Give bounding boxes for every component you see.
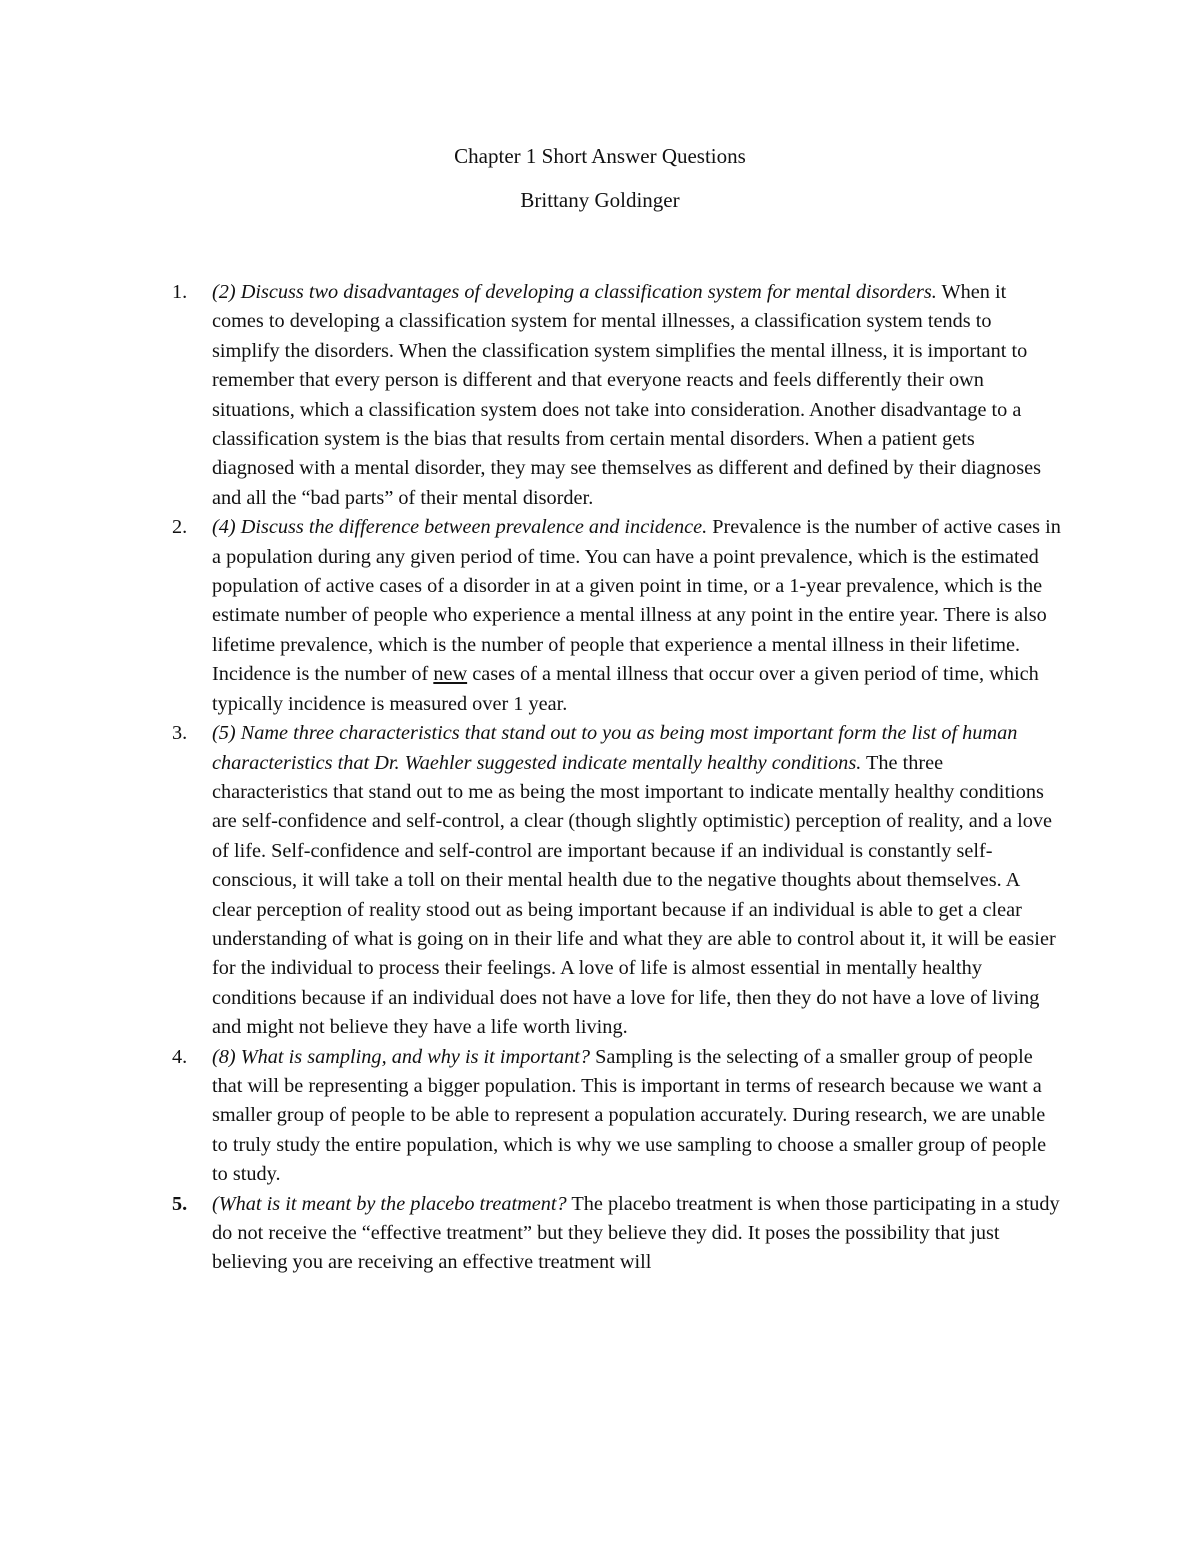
question-number: 5. (172, 1192, 188, 1215)
question-text: (What is it meant by the placebo treatment? (212, 1192, 567, 1215)
answer-text-continued: cases of a mental illness that occur over a given period of time, which typically incidence is measured over 1 year. (212, 663, 1039, 715)
question-item-3 (0, 719, 1062, 1042)
answer-text: Prevalence is the number of active cases in a population during any given period of time. You can have a point prevalence, which is the estimated population of active cases of a disorder in at a given point in time, or a 1-year prevalence, which is the estimate number of people who experience a mental illness at any point in the entire year. There is also lifetime prevalence, which is the number of people that experience a mental illness in their lifetime. Incidence is the number of (212, 516, 1061, 686)
question-item-2 (0, 513, 1062, 719)
question-number: 4. (172, 1045, 188, 1068)
question-item-5 (0, 1190, 1062, 1278)
question-text: (8) What is sampling, and why is it important? (212, 1045, 591, 1068)
answer-text: The placebo treatment is when those participating in a study do not receive the “effective treatment” but they believe they did. It poses the possibility that just believing you are receiving an effective treatment will (212, 1192, 1060, 1274)
question-item-4 (0, 1043, 1062, 1190)
question-item-1 (0, 278, 1062, 513)
question-text: (4) Discuss the difference between prevalence and incidence. (212, 516, 708, 539)
underlined-word: new (433, 663, 468, 686)
question-number: 3. (172, 722, 188, 745)
question-number: 1. (172, 281, 188, 303)
question-number: 2. (172, 516, 188, 539)
answer-text: Sampling is the selecting of a smaller group of people that will be representing a bigger population. This is important in terms of research because we want a smaller group of people to be able to represent a population accurately. During research, we are unable to truly study the entire population, which is why we use sampling to choose a smaller group of people to study. (212, 1045, 1047, 1186)
document-title: Chapter 1 Short Answer Questions (454, 144, 746, 168)
question-list (0, 278, 1200, 1278)
answer-text: When it comes to developing a classification system for mental illnesses, a classification system tends to simplify the disorders. When the classification system simplifies the mental illness, it is important to remember that every person is different and that everyone reacts and feels differently their own situations, which a classification system does not take into consideration. Another disadvantage to a classification system is the bias that results from certain mental disorders. When a patient gets diagnosed with a mental disorder, they may see themselves as different and defined by their diagnoses and all the “bad parts” of their mental disorder. (212, 281, 1041, 509)
document-author: Brittany Goldinger (520, 188, 680, 212)
question-text: (2) Discuss two disadvantages of developing a classification system for mental disorders. (212, 281, 937, 303)
answer-text: The three characteristics that stand out to me as being the most important to indicate mentally healthy conditions are self-confidence and self-control, a clear (though slightly optimistic) perception of reality, and a love of life. Self-confidence and self-control are important because if an individual is constantly self-conscious, it will take a toll on their mental health due to the negative thoughts about themselves. A clear perception of reality stood out as being important because if an individual is able to get a clear understanding of what is going on in their life and what they are able to control about it, it will be easier for the individual to process their feelings. A love of life is almost essential in mentally healthy conditions because if an individual does not have a love for life, then they do not have a love of living and might not believe they have a life worth living. (212, 751, 1056, 1039)
question-text: (5) Name three characteristics that stand out to you as being most important form the list of human characteristics that Dr. Waehler suggested indicate mentally healthy conditions. (212, 722, 1018, 774)
